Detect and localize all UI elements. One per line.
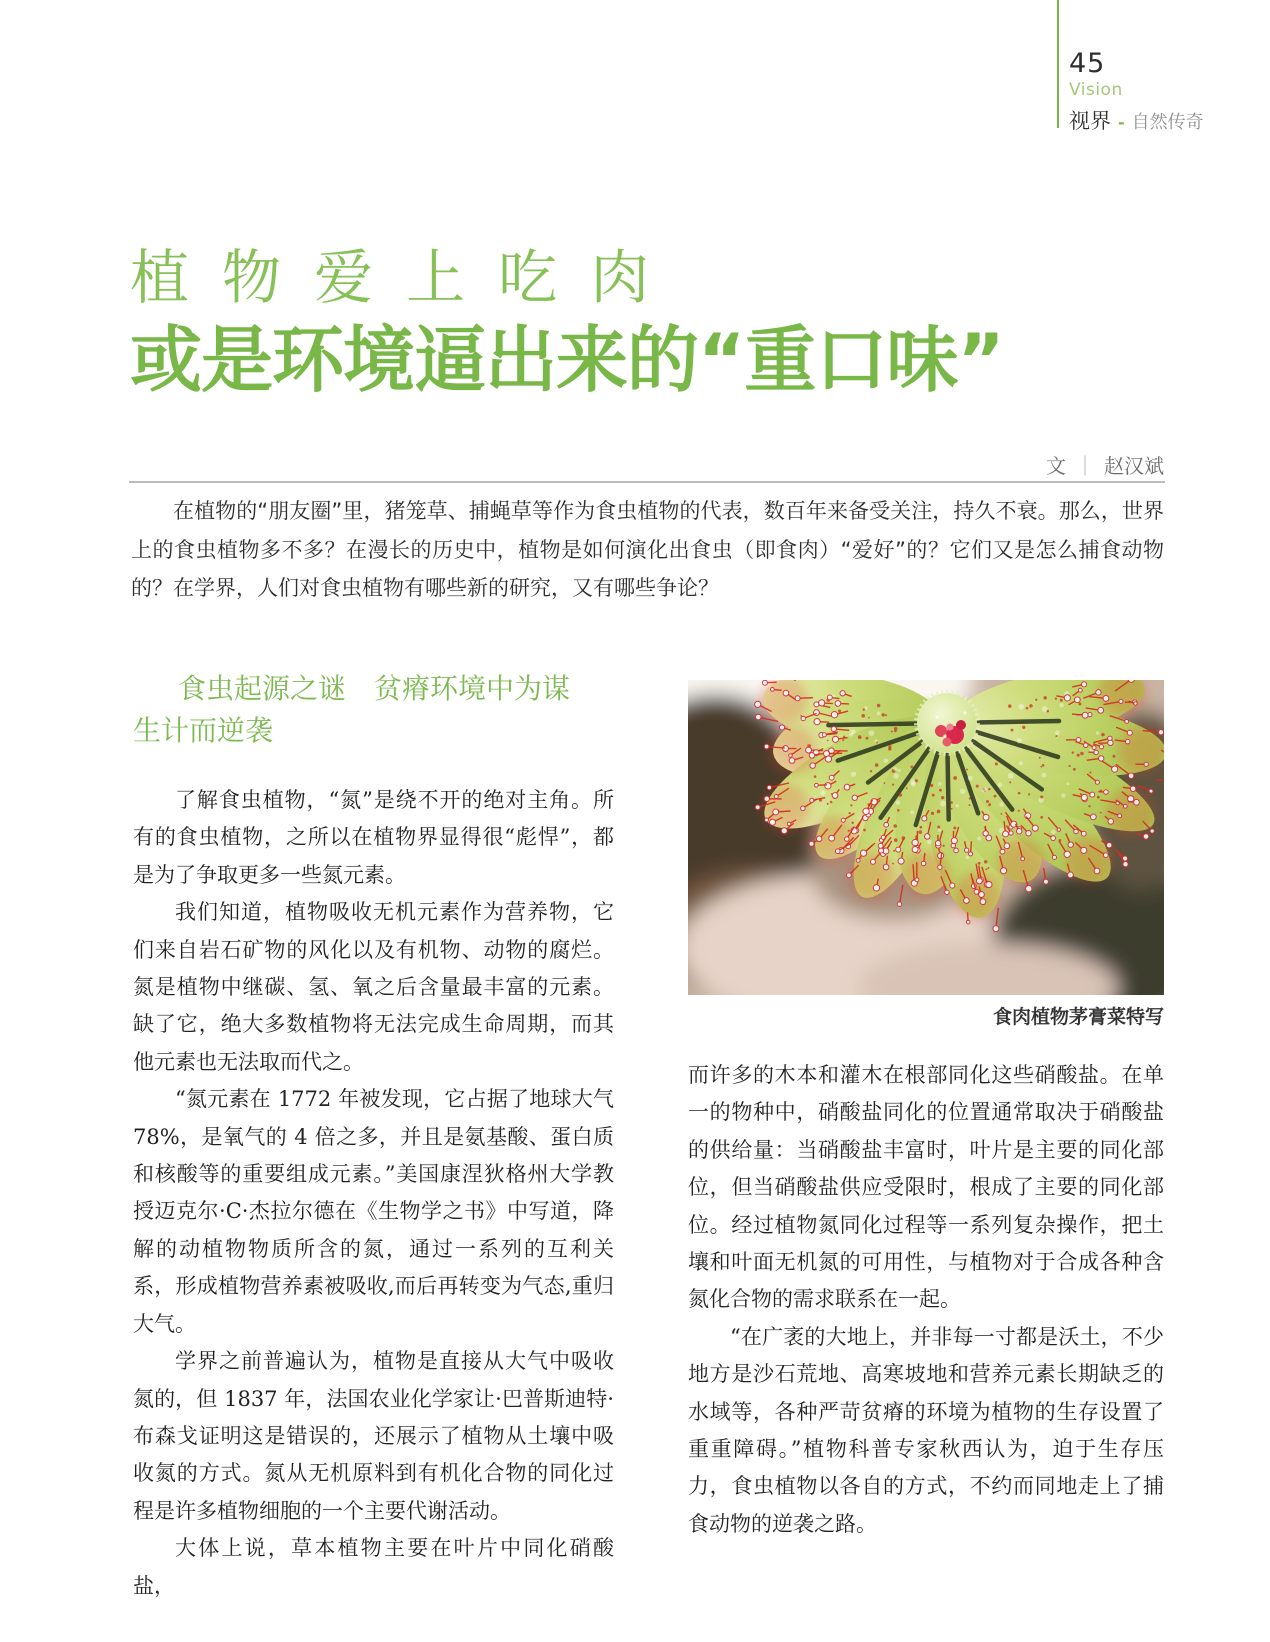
byline-author: 赵汉斌 (1104, 454, 1164, 478)
heading-line-1: 食虫起源之谜 贫瘠环境中为谋 (178, 672, 571, 705)
right-column-body (688, 1057, 1164, 1543)
byline-prefix: 文 (1046, 454, 1066, 478)
divider-rule (129, 481, 1165, 483)
sundew-illustration (688, 680, 1164, 995)
body-paragraph: 我们知道，植物吸收无机元素作为营养物，它们来自岩石矿物的风化以及有机物、动物的腐烂。氮是植物中继碳、氢、氧之后含量最丰富的元素。缺了它，绝大多数植物将无法完成生命周期，而其他元素也无法取而代之。 (133, 900, 614, 1074)
left-column-body (133, 782, 614, 1605)
masthead (1057, 0, 1204, 133)
byline (1046, 450, 1164, 479)
heading-line-2: 生计而逆袭 (133, 714, 274, 747)
page-number: 45 (1069, 48, 1106, 79)
article-title (130, 243, 1004, 402)
left-column (133, 668, 614, 1605)
section-dash: - (1118, 113, 1125, 132)
right-column (688, 680, 1164, 1543)
section-label-cn: 视界 (1069, 109, 1111, 133)
body-paragraph: “在广袤的大地上，并非每一寸都是沃土，不少地方是沙石荒地、高寒坡地和营养元素长期缺乏的水域等，各种严苛贫瘠的环境为植物的生存设置了重重障碍。”植物科普专家秋西认为，迫于生存压力，食虫植物以各自的方式，不约而同地走上了捕食动物的逆袭之路。 (688, 1324, 1164, 1536)
intro-paragraph: 在植物的“朋友圈”里，猪笼草、捕蝇草等作为食虫植物的代表，数百年来备受关注，持久不衰。那么，世界上的食虫植物多不多？在漫长的历史中，植物是如何演化出食虫（即食肉）“爱好”的？它们又是怎么捕食动物的？在学界，人们对食虫植物有哪些新的研究，又有哪些争论？ (131, 499, 1164, 600)
section-sublabel: 自然传奇 (1131, 112, 1204, 133)
body-paragraph: 而许多的木本和灌木在根部同化这些硝酸盐。在单一的物种中，硝酸盐同化的位置通常取决于硝酸盐的供给量：当硝酸盐丰富时，叶片是主要的同化部位，但当硝酸盐供应受限时，根成了主要的同化部位。经过植物氮同化过程等一系列复杂操作，把土壤和叶面无机氮的可用性，与植物对于合成各种含氮化合物的需求联系在一起。 (688, 1063, 1164, 1312)
title-line-2: 或是环境逼出来的“重口味” (130, 318, 1004, 402)
byline-separator: ｜ (1075, 454, 1095, 478)
body-paragraph: 了解食虫植物，“氮”是绕不开的绝对主角。所有的食虫植物，之所以在植物界显得很“彪悍”，都是为了争取更多一些氮元素。 (133, 788, 614, 887)
section-label-row (1069, 105, 1204, 135)
body-paragraph: 学界之前普遍认为，植物是直接从大气中吸收氮的，但 1837 年，法国农业化学家让·巴普斯迪特·布森戈证明这是错误的，还展示了植物从土壤中吸收氮的方式。氮从无机原料到有机化合物的同化过程是许多植物细胞的一个主要代谢活动。 (133, 1349, 614, 1523)
title-line-1: 植物爱上吃肉 (130, 243, 683, 312)
sundew-photo (688, 680, 1164, 995)
section-label-en: Vision (1069, 80, 1123, 100)
figure-caption: 食肉植物茅膏菜特写 (992, 1006, 1164, 1028)
article-section-heading (133, 668, 614, 752)
body-paragraph: “氮元素在 1772 年被发现，它占据了地球大气78%，是氧气的 4 倍之多，并且是氨基酸、蛋白质和核酸等的重要组成元素。”美国康涅狄格州大学教授迈克尔·C·杰拉尔德在《生物学之书》中写道，降解的动植物物质所含的氮，通过一系列的互利关系，形成植物营养素被吸收,而后再转变为气态,重归大气。 (133, 1087, 614, 1336)
body-paragraph: 大体上说，草本植物主要在叶片中同化硝酸盐， (133, 1536, 614, 1598)
